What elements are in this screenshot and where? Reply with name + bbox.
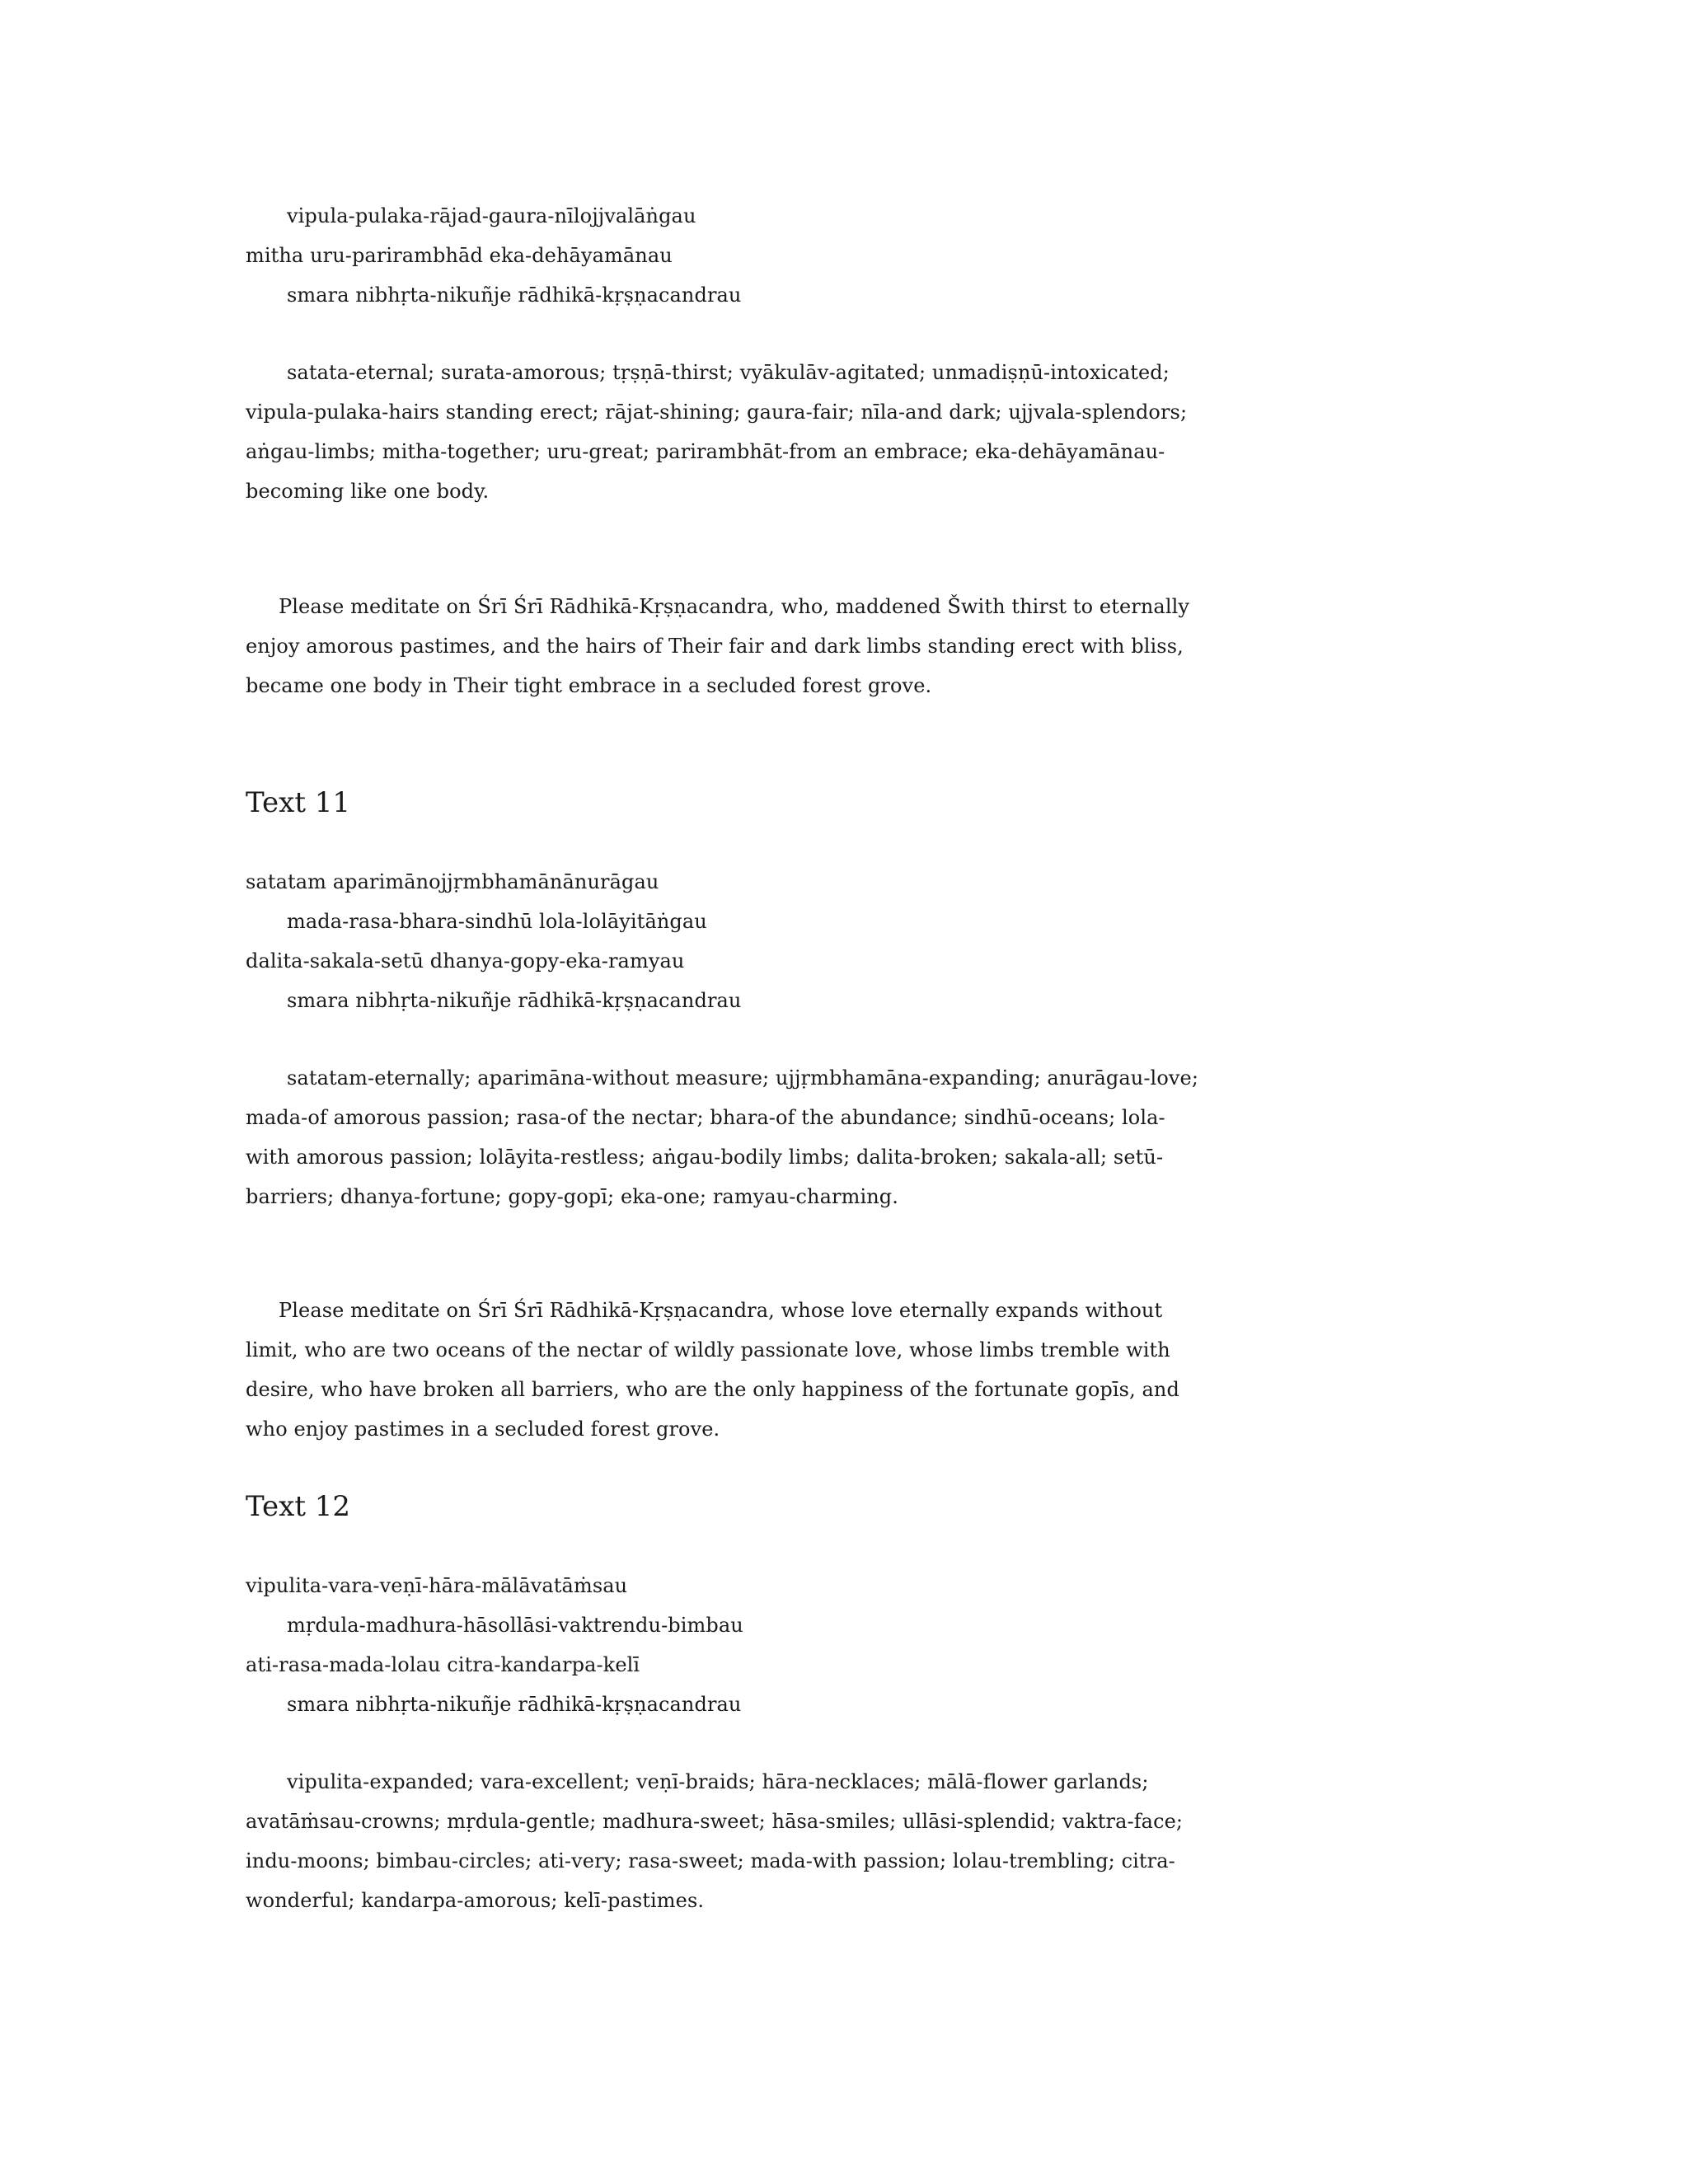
- verse-11: [246, 862, 1548, 1020]
- synonyms-12: [246, 1762, 1548, 1920]
- verse-line: ati-rasa-mada-lolau citra-kandarpa-kelī: [246, 1653, 640, 1676]
- synonyms-10: [246, 353, 1548, 511]
- text-12-heading: Text 12: [246, 1490, 351, 1523]
- translation-line: enjoy amorous pastimes, and the hairs of Their fair and dark limbs standing erect with bliss,: [246, 635, 1184, 658]
- translation-11: [246, 1291, 1548, 1449]
- verse-line: vipulita-vara-veṇī-hāra-mālāvatāṁsau: [246, 1574, 628, 1597]
- verse-line: mitha uru-parirambhād eka-dehāyamānau: [246, 244, 673, 267]
- verse-line: satatam aparimānojjṛmbhamānānurāgau: [246, 870, 659, 893]
- verse-line: dalita-sakala-setū dhanya-gopy-eka-ramyau: [246, 949, 685, 972]
- verse-line: smara nibhṛta-nikuñje rādhikā-kṛṣṇacandrau: [287, 284, 742, 307]
- text-11-heading: Text 11: [246, 786, 351, 819]
- synonyms-line: vipulita-expanded; vara-excellent; veṇī-braids; hāra-necklaces; mālā-flower garlands;: [287, 1770, 1149, 1793]
- synonyms-line: with amorous passion; lolāyita-restless; aṅgau-bodily limbs; dalita-broken; sakala-all; setū-: [246, 1146, 1164, 1169]
- synonyms-11: [246, 1058, 1548, 1216]
- translation-line: Please meditate on Śrī Śrī Rādhikā-Kṛṣṇacandra, whose love eternally expands without: [279, 1299, 1163, 1322]
- translation-line: who enjoy pastimes in a secluded forest grove.: [246, 1418, 720, 1441]
- synonyms-line: wonderful; kandarpa-amorous; kelī-pastimes.: [246, 1889, 705, 1912]
- synonyms-line: barriers; dhanya-fortune; gopy-gopī; eka-one; ramyau-charming.: [246, 1185, 898, 1208]
- verse-12: [246, 1566, 1548, 1724]
- synonyms-line: satata-eternal; surata-amorous; tṛṣṇā-thirst; vyākulāv-agitated; unmadiṣṇū-intoxicated;: [287, 361, 1170, 384]
- translation-line: limit, who are two oceans of the nectar of wildly passionate love, whose limbs tremble with: [246, 1338, 1170, 1361]
- synonyms-line: avatāṁsau-crowns; mṛdula-gentle; madhura-sweet; hāsa-smiles; ullāsi-splendid; vaktra-face;: [246, 1810, 1184, 1833]
- translation-line: Please meditate on Śrī Śrī Rādhikā-Kṛṣṇacandra, who, maddened Šwith thirst to eternally: [279, 595, 1190, 618]
- verse-line: mṛdula-madhura-hāsollāsi-vaktrendu-bimbau: [287, 1614, 743, 1637]
- verse-line: smara nibhṛta-nikuñje rādhikā-kṛṣṇacandrau: [287, 989, 742, 1012]
- synonyms-line: satatam-eternally; aparimāna-without measure; ujjṛmbhamāna-expanding; anurāgau-love;: [287, 1066, 1199, 1090]
- synonyms-line: becoming like one body.: [246, 480, 490, 503]
- translation-line: desire, who have broken all barriers, who are the only happiness of the fortunate gopīs, and: [246, 1378, 1179, 1401]
- translation-line: became one body in Their tight embrace in a secluded forest grove.: [246, 674, 932, 697]
- synonyms-line: indu-moons; bimbau-circles; ati-very; rasa-sweet; mada-with passion; lolau-trembling; citra-: [246, 1849, 1175, 1872]
- verse-10-tail: [246, 196, 1548, 315]
- translation-10: [246, 587, 1548, 705]
- synonyms-line: vipula-pulaka-hairs standing erect; rājat-shining; gaura-fair; nīla-and dark; ujjvala-splendors;: [246, 401, 1188, 424]
- verse-line: smara nibhṛta-nikuñje rādhikā-kṛṣṇacandrau: [287, 1693, 742, 1716]
- synonyms-line: mada-of amorous passion; rasa-of the nectar; bhara-of the abundance; sindhū-oceans; lola-: [246, 1106, 1165, 1129]
- verse-line: vipula-pulaka-rājad-gaura-nīlojjvalāṅgau: [287, 204, 696, 227]
- synonyms-line: aṅgau-limbs; mitha-together; uru-great; parirambhāt-from an embrace; eka-dehāyamānau-: [246, 440, 1165, 463]
- verse-line: mada-rasa-bhara-sindhū lola-lolāyitāṅgau: [287, 910, 707, 933]
